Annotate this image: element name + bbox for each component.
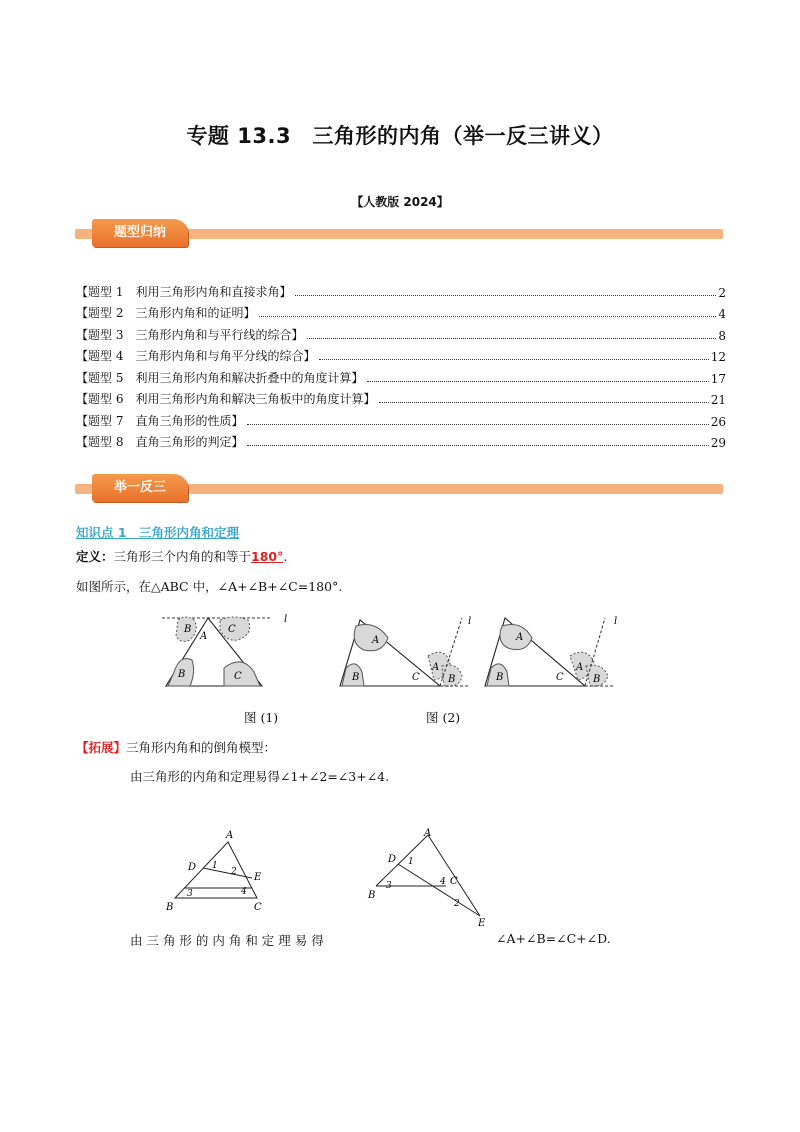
- example-line: 如图所示，在△ABC 中，∠A+∠B+∠C=180°.: [76, 579, 343, 594]
- svg-text:3: 3: [187, 889, 193, 899]
- svg-text:B: B: [593, 674, 601, 685]
- svg-text:C: C: [254, 902, 262, 913]
- svg-text:1: 1: [212, 861, 218, 871]
- svg-text:B: B: [496, 672, 504, 683]
- svg-text:4: 4: [440, 877, 446, 887]
- section-banner-practice: 举一反三: [92, 474, 188, 502]
- svg-text:C: C: [412, 672, 420, 683]
- svg-text:B: B: [368, 890, 376, 901]
- svg-text:A: A: [432, 662, 440, 673]
- figure-1-caption: 图 (1): [244, 710, 279, 725]
- table-of-contents: [76, 278, 726, 450]
- svg-text:B: B: [184, 624, 192, 635]
- svg-text:A: A: [372, 635, 380, 646]
- svg-text:B: B: [448, 674, 456, 685]
- extension-line: 【拓展】三角形内角和的倒角模型：: [76, 740, 277, 755]
- svg-text:D: D: [388, 854, 397, 865]
- svg-text:C: C: [556, 672, 564, 683]
- svg-text:A: A: [576, 662, 584, 673]
- svg-text:4: 4: [241, 887, 247, 897]
- svg-text:E: E: [254, 872, 262, 883]
- triangle-cut-figures: [150, 610, 630, 695]
- svg-text:B: B: [166, 902, 174, 913]
- svg-text:A: A: [516, 632, 524, 643]
- edition-label: 【人教版 2024】: [351, 195, 449, 209]
- svg-text:B: B: [352, 672, 360, 683]
- svg-text:E: E: [478, 918, 486, 929]
- toc-item[interactable]: 【题型 6 利用三角形内角和解决三角板中的角度计算】 21: [76, 392, 726, 407]
- svg-text:l: l: [614, 616, 618, 627]
- figure-2a: [340, 616, 471, 686]
- figure-right: [367, 828, 486, 929]
- figure-1: [162, 614, 287, 686]
- toc-item[interactable]: 【题型 3 三角形内角和与平行线的综合】 8: [76, 327, 726, 343]
- page-title: 专题 13.3 三角形的内角（举一反三讲义）: [186, 124, 614, 148]
- svg-text:C: C: [234, 671, 242, 682]
- svg-text:l: l: [284, 614, 288, 625]
- svg-text:1: 1: [408, 857, 414, 867]
- bottom-text-left: 由 三 角 形 的 内 角 和 定 理 易 得: [130, 933, 324, 948]
- extension-conclusion: 由三角形的内角和定理易得∠1+∠2=∠3+∠4.: [130, 769, 390, 784]
- section-banner-summary: 题型归纳: [92, 219, 188, 247]
- toc-item[interactable]: 【题型 5 利用三角形内角和解决折叠中的角度计算】 17: [76, 370, 726, 386]
- figure-left: [165, 830, 262, 913]
- svg-text:l: l: [468, 616, 472, 627]
- figure-2-caption: 图 (2): [426, 710, 461, 725]
- svg-text:C: C: [450, 876, 458, 887]
- toc-item[interactable]: 【题型 2 三角形内角和的证明】 4: [76, 306, 726, 321]
- toc-item[interactable]: 【题型 8 直角三角形的判定】 29: [76, 435, 726, 450]
- svg-text:A: A: [424, 828, 432, 839]
- toc-item[interactable]: 【题型 7 直角三角形的性质】 26: [76, 413, 726, 429]
- svg-text:2: 2: [454, 899, 460, 909]
- definition-line: 定义：三角形三个内角的和等于180°.: [76, 549, 288, 564]
- svg-text:B: B: [178, 669, 186, 680]
- svg-text:A: A: [226, 830, 234, 841]
- svg-text:2: 2: [231, 867, 237, 877]
- svg-text:3: 3: [386, 881, 392, 891]
- svg-text:A: A: [200, 631, 208, 642]
- svg-text:D: D: [188, 862, 197, 873]
- toc-item[interactable]: 【题型 4 三角形内角和与角平分线的综合】 12: [76, 349, 726, 364]
- figure-2b: [485, 616, 617, 686]
- toc-item[interactable]: 【题型 1 利用三角形内角和直接求角】 2: [76, 284, 726, 300]
- knowledge-heading: 知识点 1 三角形内角和定理: [76, 525, 240, 540]
- svg-text:C: C: [228, 624, 236, 635]
- angle-chasing-figures: [160, 828, 500, 938]
- bottom-text-right: ∠A+∠B=∠C+∠D.: [496, 931, 611, 946]
